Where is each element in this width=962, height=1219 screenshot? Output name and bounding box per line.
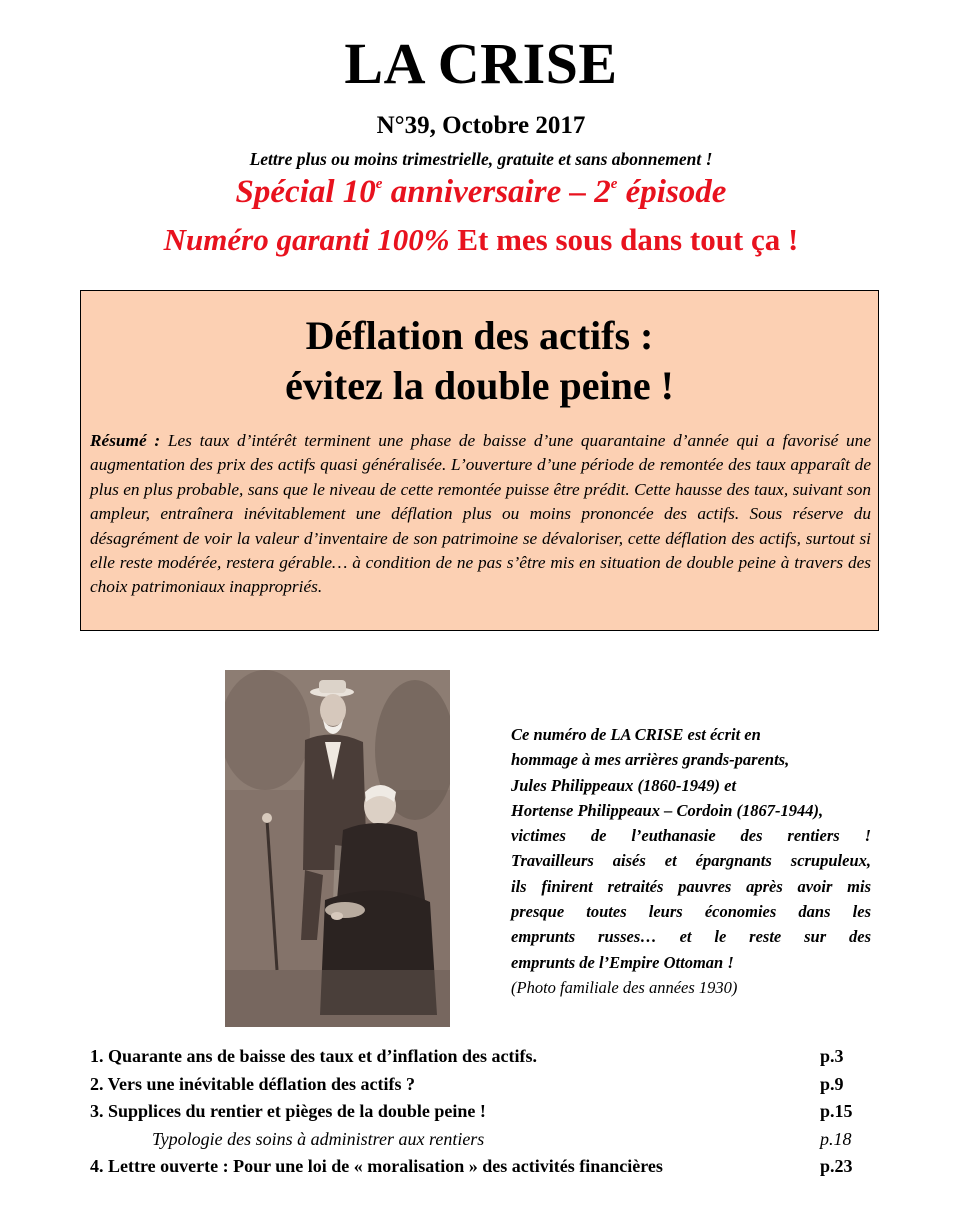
caption-line: emprunts de l’Empire Ottoman ! xyxy=(511,952,734,972)
toc-item-page: p.15 xyxy=(820,1101,853,1121)
caption-line: Travailleurs aisés et épargnants scrupuleux, xyxy=(511,851,871,871)
summary-body: Les taux d’intérêt terminent une phase de baisse d’une quarantaine d’année qui a favorisé une augmentation des prix des actifs quasi généralisée. L’ouverture d’une période de remontée des taux apparaît de plus en plus probable, sans que le niveau de cette remontée puisse être prédit. Cette hausse des taux, suivant son ampleur, entraînera inévitablement une déflation plus ou moins prononcée des actifs. Sous réserve du désagrément de voir la valeur d’inventaire de son patrimoine se dévaloriser, cette déflation des actifs, surtout si elle reste modérée, restera gérable… à condition de ne pas s’être mis en situation de double peine à travers des choix patrimoniaux inappropriés. xyxy=(90,431,871,597)
summary-text xyxy=(90,429,871,600)
caption-line: ils finirent retraités pauvres après avoir mis xyxy=(511,876,871,896)
toc-item[interactable] xyxy=(90,1071,870,1099)
toc-item-page: p.23 xyxy=(820,1156,853,1176)
special-sup-2: e xyxy=(610,176,618,192)
special-part-c: épisode xyxy=(617,174,727,210)
caption-line: hommage à mes arrières grands-parents, xyxy=(511,750,790,770)
toc-item-title: Typologie des soins à administrer aux rentiers xyxy=(152,1128,485,1149)
toc-subitem[interactable] xyxy=(90,1126,870,1154)
caption-line: victimes de l’euthanasie des rentiers ! xyxy=(511,826,871,846)
article-title-line-1: Déflation des actifs : xyxy=(305,313,654,358)
caption-line: Jules Philippeaux (1860-1949) et xyxy=(511,775,737,795)
photo-note: (Photo familiale des années 1930) xyxy=(511,977,738,997)
toc-item-title: 4. Lettre ouverte : Pour une loi de « moralisation » des activités financières xyxy=(90,1156,663,1176)
article-title-line-2: évitez la double peine ! xyxy=(285,363,674,408)
toc-item-title: 3. Supplices du rentier et pièges de la double peine ! xyxy=(90,1101,486,1121)
guarantee-line xyxy=(0,222,962,258)
family-photo xyxy=(225,670,450,1027)
table-of-contents xyxy=(90,1043,870,1181)
summary-box xyxy=(80,290,879,631)
tagline: Lettre plus ou moins trimestrielle, gratuite et sans abonnement ! xyxy=(249,149,713,169)
toc-item-page: p.18 xyxy=(820,1128,852,1149)
caption-line: Hortense Philippeaux – Cordoin (1867-1944), xyxy=(511,800,824,820)
special-sup-1: e xyxy=(375,176,383,192)
guarantee-italic: Numéro garanti 100% xyxy=(163,222,450,257)
summary-label: Résumé : xyxy=(90,431,161,450)
toc-item-title: 1. Quarante ans de baisse des taux et d’inflation des actifs. xyxy=(90,1046,538,1066)
toc-item[interactable] xyxy=(90,1098,870,1126)
guarantee-rest: Et mes sous dans tout ça ! xyxy=(449,222,799,257)
toc-item-title: 2. Vers une inévitable déflation des actifs ? xyxy=(90,1073,416,1094)
caption-line: Ce numéro de LA CRISE est écrit en xyxy=(511,725,761,744)
caption-line: emprunts russes… et le reste sur des xyxy=(511,927,871,947)
toc-item-page: p.9 xyxy=(820,1073,844,1094)
issue-number: N°39, Octobre 2017 xyxy=(376,112,586,139)
toc-item-page: p.3 xyxy=(820,1046,844,1066)
newsletter-title: LA CRISE xyxy=(344,31,618,96)
special-anniversary-line xyxy=(0,174,962,211)
toc-item[interactable] xyxy=(90,1153,870,1181)
article-title xyxy=(81,311,878,411)
photo-caption xyxy=(511,722,871,1000)
special-part-b: anniversaire – 2 xyxy=(382,174,611,210)
family-photo-image xyxy=(225,670,450,1027)
special-part-a: Spécial 10 xyxy=(235,174,376,210)
toc-item[interactable] xyxy=(90,1043,870,1071)
caption-line: presque toutes leurs économies dans les xyxy=(511,902,871,922)
